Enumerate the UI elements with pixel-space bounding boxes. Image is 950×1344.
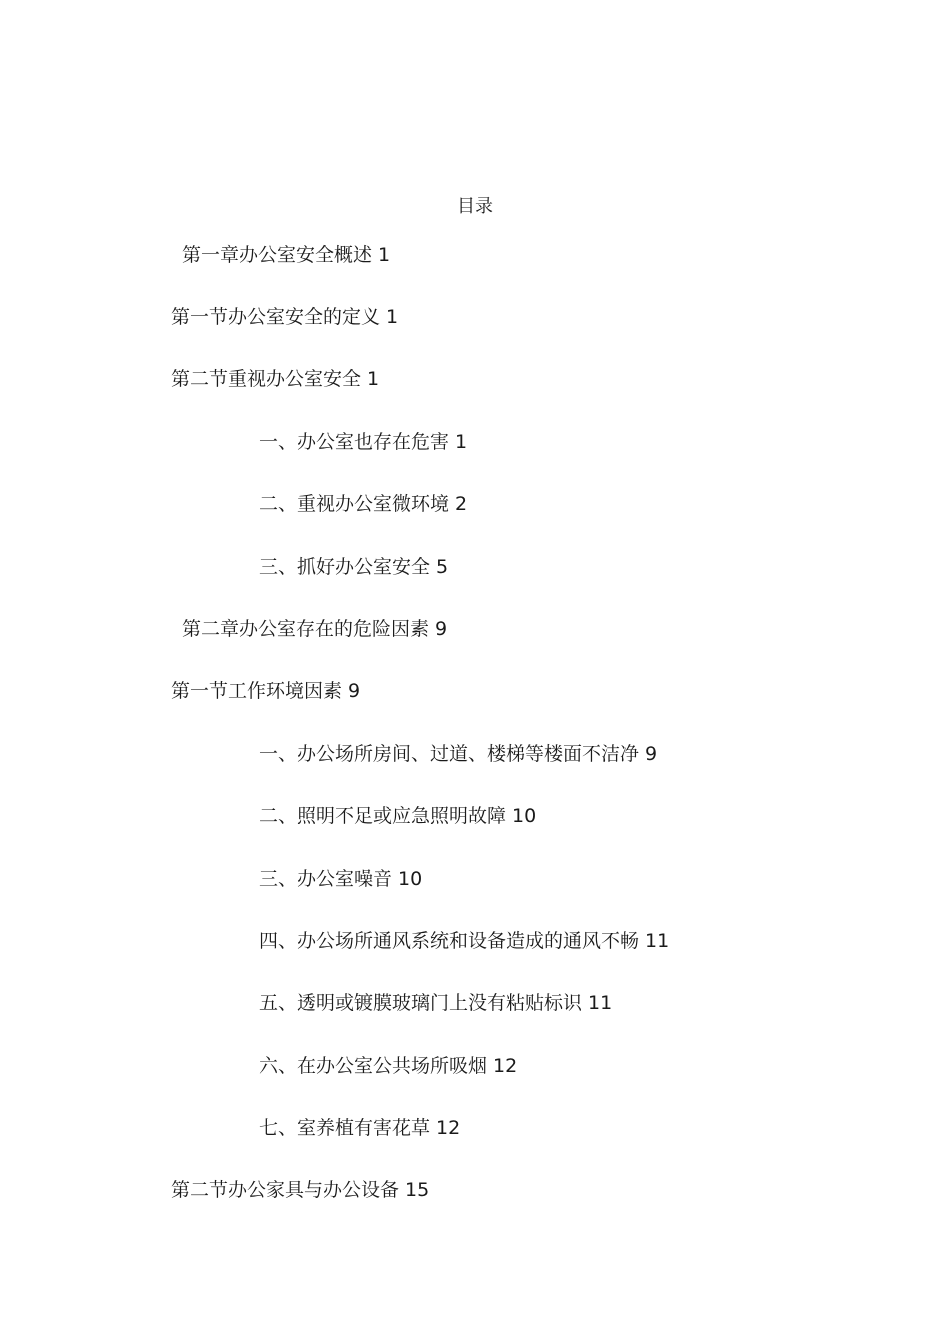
toc-title: 目录 (457, 196, 493, 217)
toc-entry-chapter[interactable]: 第二章办公室存在的危险因素 9 (182, 618, 448, 640)
toc-entry-item[interactable]: 二、重视办公室微环境 2 (259, 493, 468, 515)
toc-entry-section[interactable]: 第一节办公室安全的定义 1 (171, 306, 399, 328)
toc-entry-item[interactable]: 三、抓好办公室安全 5 (259, 556, 449, 578)
toc-entry-section[interactable]: 第一节工作环境因素 9 (171, 680, 361, 702)
toc-entry-item[interactable]: 一、办公场所房间、过道、楼梯等楼面不洁净 9 (259, 743, 658, 765)
toc-entry-item[interactable]: 三、办公室噪音 10 (259, 868, 423, 890)
toc-entry-item[interactable]: 五、透明或镀膜玻璃门上没有粘贴标识 11 (259, 992, 613, 1014)
toc-entry-chapter[interactable]: 第一章办公室安全概述 1 (182, 244, 391, 266)
toc-entry-item[interactable]: 七、室养植有害花草 12 (259, 1117, 461, 1139)
toc-entry-item[interactable]: 二、照明不足或应急照明故障 10 (259, 805, 537, 827)
toc-entry-item[interactable]: 四、办公场所通风系统和设备造成的通风不畅 11 (259, 930, 670, 952)
toc-entry-item[interactable]: 一、办公室也存在危害 1 (259, 431, 468, 453)
toc-entry-section[interactable]: 第二节办公家具与办公设备 15 (171, 1179, 430, 1201)
toc-entry-section[interactable]: 第二节重视办公室安全 1 (171, 368, 380, 390)
toc-entry-item[interactable]: 六、在办公室公共场所吸烟 12 (259, 1055, 518, 1077)
